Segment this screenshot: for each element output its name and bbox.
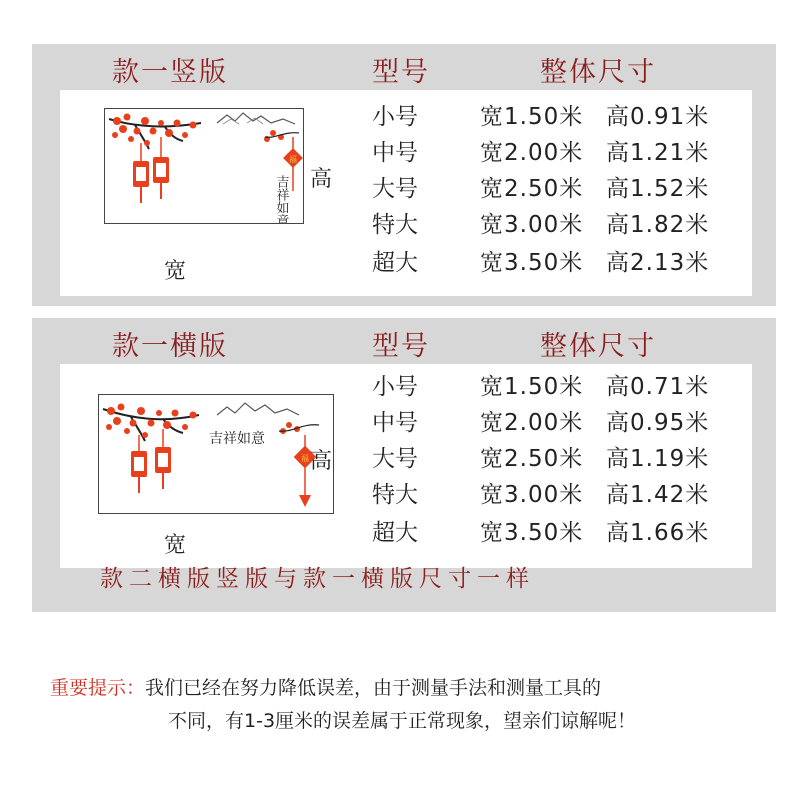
model-name: 大号 bbox=[372, 446, 418, 472]
model-name: 超大 bbox=[372, 520, 418, 546]
panel-title: 款一竖版 bbox=[112, 57, 228, 88]
height-value: 高2.13米 bbox=[606, 250, 710, 276]
plum-blossom-sticker-image bbox=[105, 109, 303, 223]
model-name: 小号 bbox=[372, 374, 418, 400]
notice-line-1: 我们已经在努力降低误差，由于测量手法和测量工具的 bbox=[145, 677, 602, 699]
column-header-model: 型号 bbox=[372, 57, 430, 88]
height-value: 高0.95米 bbox=[606, 410, 710, 436]
height-value: 高1.19米 bbox=[606, 446, 710, 472]
model-name: 小号 bbox=[372, 104, 418, 130]
width-label: 宽 bbox=[164, 533, 187, 558]
height-label: 高 bbox=[310, 167, 333, 192]
height-value: 高0.71米 bbox=[606, 374, 710, 400]
fu-character: 福 bbox=[289, 155, 297, 164]
important-notice bbox=[50, 672, 636, 738]
fu-character: 福 bbox=[301, 454, 309, 463]
width-value: 宽2.50米 bbox=[480, 176, 584, 202]
product-preview-vertical bbox=[104, 108, 304, 224]
width-value: 宽3.50米 bbox=[480, 520, 584, 546]
product-preview-horizontal bbox=[98, 394, 334, 514]
model-name: 特大 bbox=[372, 212, 418, 238]
width-value: 宽3.00米 bbox=[480, 212, 584, 238]
width-value: 宽2.00米 bbox=[480, 140, 584, 166]
panel-title: 款一横版 bbox=[112, 331, 228, 362]
width-label: 宽 bbox=[164, 259, 187, 284]
width-value: 宽3.50米 bbox=[480, 250, 584, 276]
width-value: 宽2.50米 bbox=[480, 446, 584, 472]
column-header-model: 型号 bbox=[372, 331, 430, 362]
model-name: 中号 bbox=[372, 140, 418, 166]
width-value: 宽1.50米 bbox=[480, 374, 584, 400]
plum-blossom-sticker-image bbox=[99, 395, 333, 513]
model-name: 中号 bbox=[372, 410, 418, 436]
column-header-size: 整体尺寸 bbox=[540, 331, 656, 362]
width-value: 宽2.00米 bbox=[480, 410, 584, 436]
height-value: 高1.82米 bbox=[606, 212, 710, 238]
height-value: 高1.21米 bbox=[606, 140, 710, 166]
model-name: 大号 bbox=[372, 176, 418, 202]
height-value: 高1.66米 bbox=[606, 520, 710, 546]
calligraphy-phrase: 吉祥如意 bbox=[209, 431, 265, 447]
width-value: 宽3.00米 bbox=[480, 482, 584, 508]
width-value: 宽1.50米 bbox=[480, 104, 584, 130]
height-label: 高 bbox=[310, 449, 333, 474]
notice-line-2: 不同，有1-3厘米的误差属于正常现象，望亲们谅解呢！ bbox=[168, 710, 637, 732]
height-value: 高1.52米 bbox=[606, 176, 710, 202]
model-name: 特大 bbox=[372, 482, 418, 508]
notice-label: 重要提示： bbox=[50, 677, 146, 699]
height-value: 高1.42米 bbox=[606, 482, 710, 508]
size-note: 款二横版竖版与款一横版尺寸一样 bbox=[100, 566, 535, 592]
height-value: 高0.91米 bbox=[606, 104, 710, 130]
column-header-size: 整体尺寸 bbox=[540, 57, 656, 88]
model-name: 超大 bbox=[372, 250, 418, 276]
panel-vertical-version bbox=[32, 44, 776, 306]
calligraphy-phrase: 吉祥如意 bbox=[273, 175, 289, 223]
